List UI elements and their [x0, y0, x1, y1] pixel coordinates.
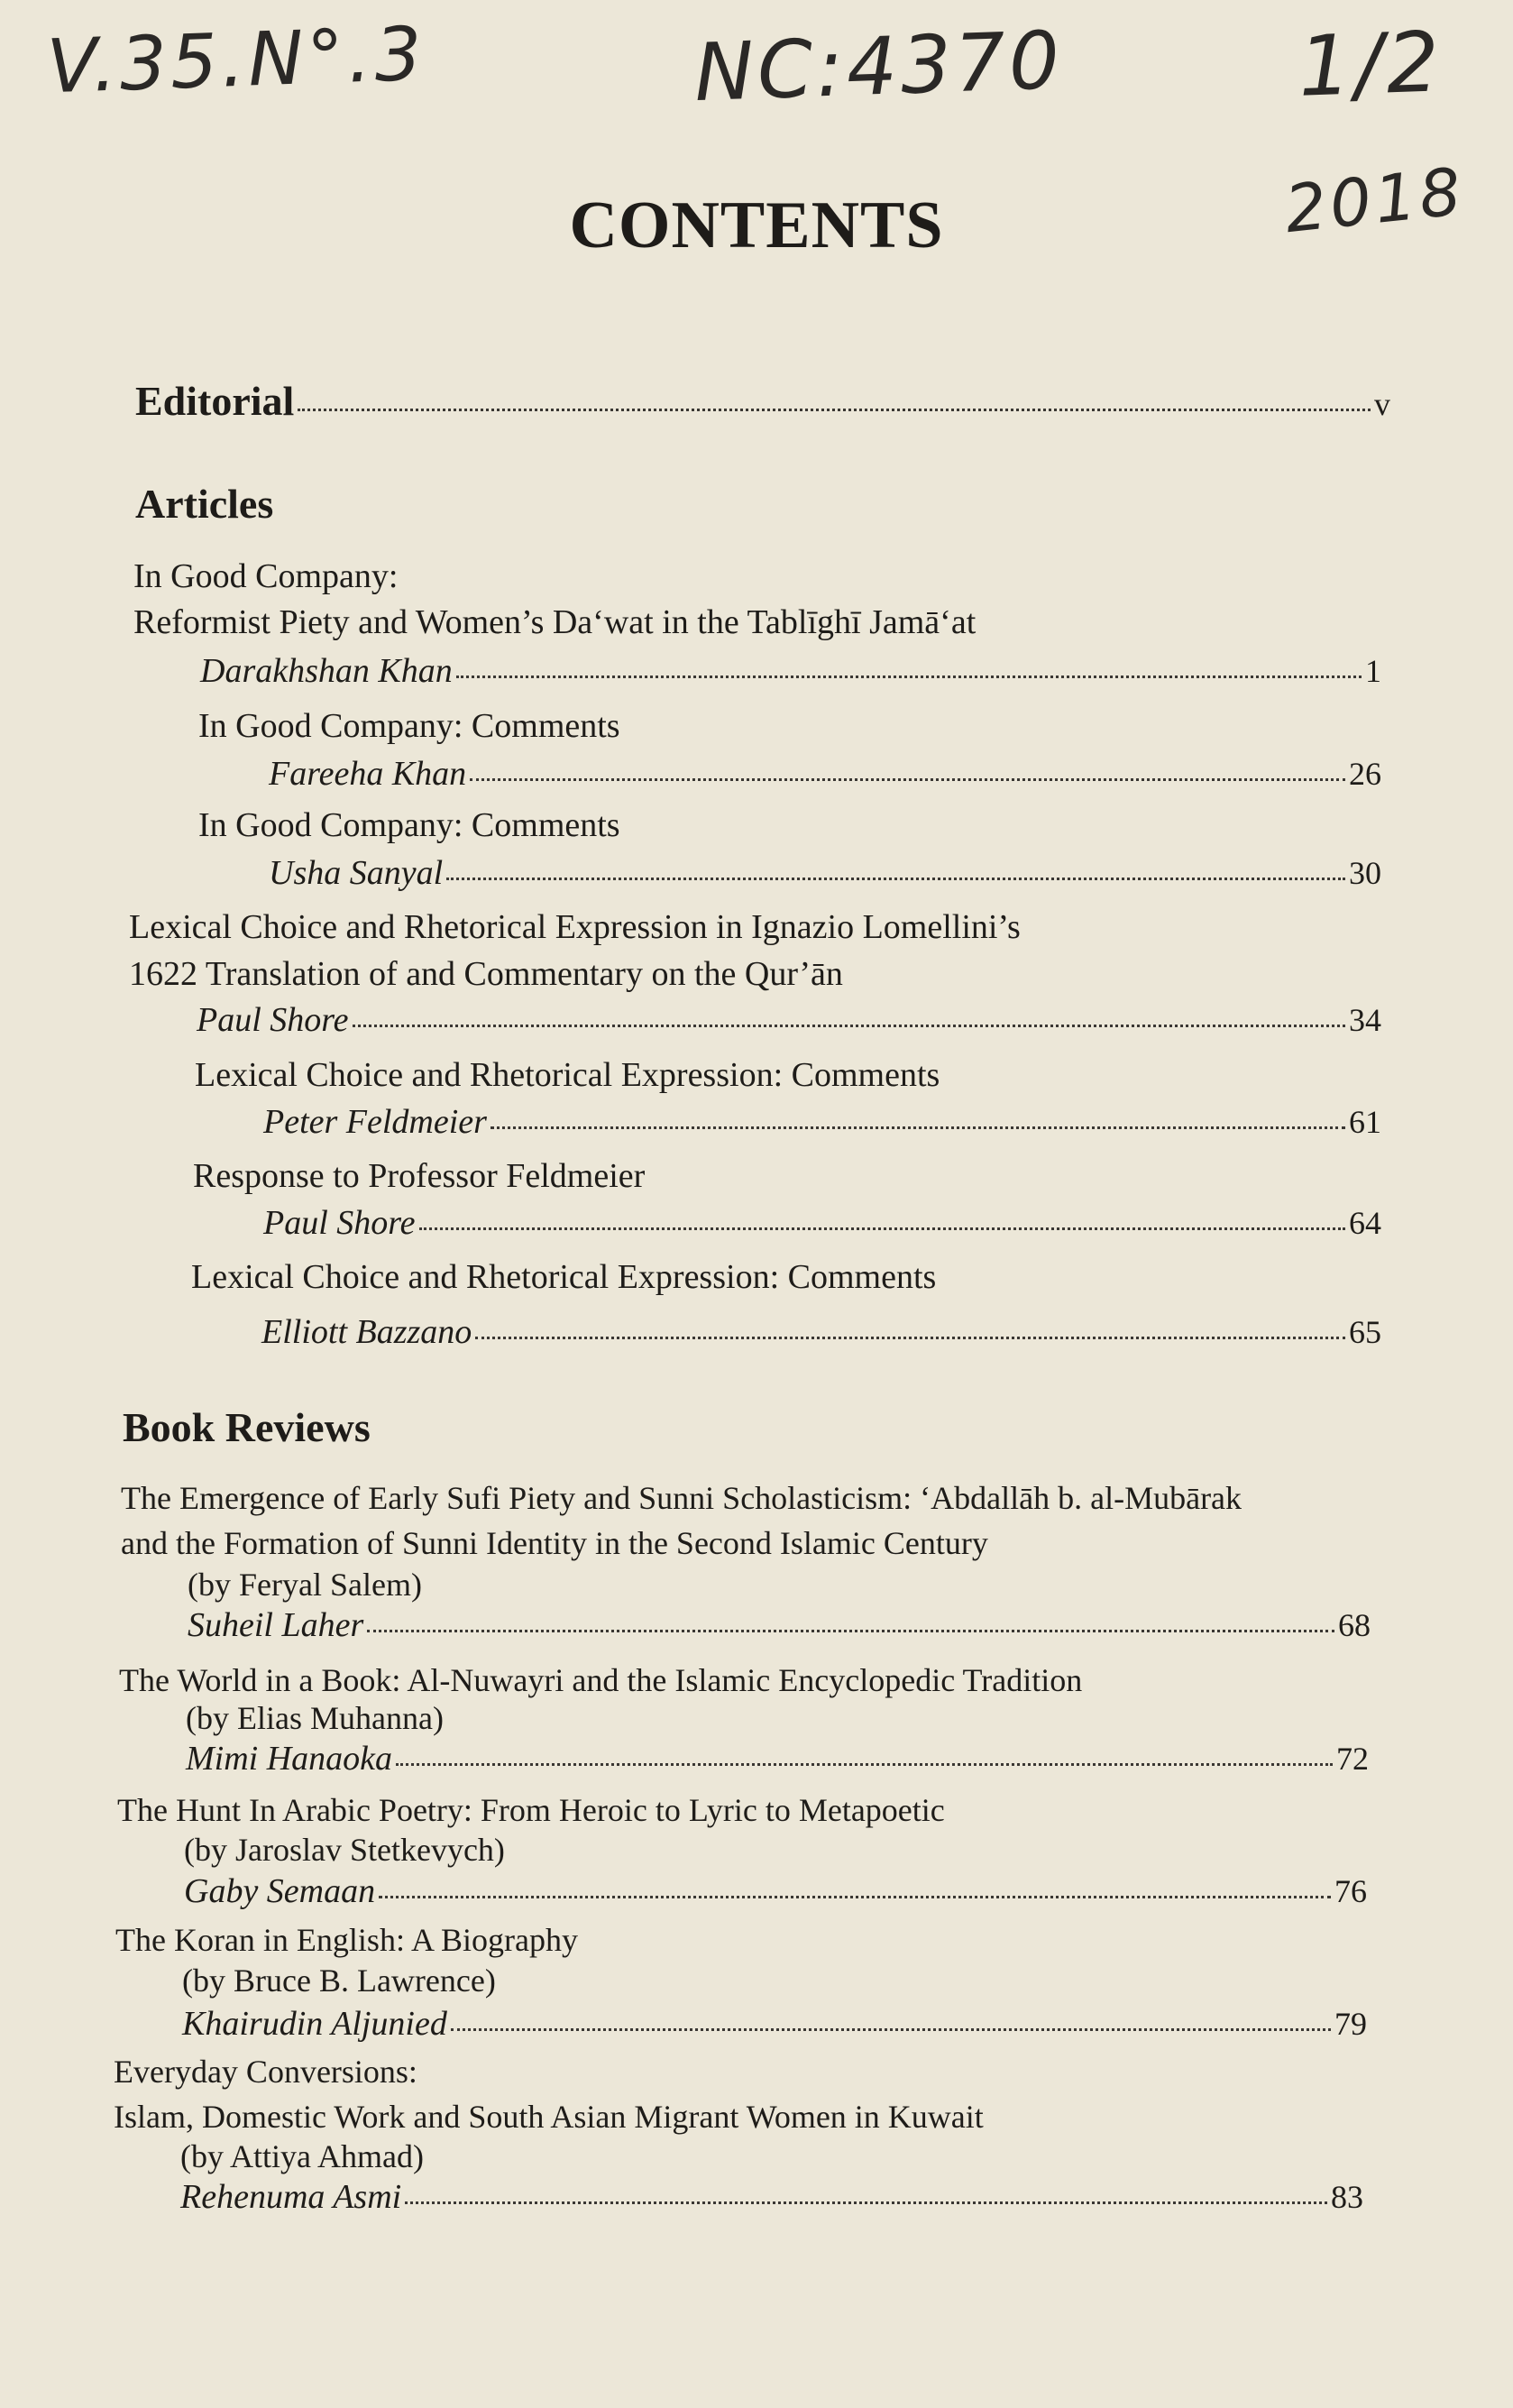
dot-leader — [475, 1337, 1345, 1339]
dot-leader — [470, 778, 1345, 781]
author-name: Peter Feldmeier — [263, 1103, 487, 1141]
comment-title: In Good Company: Comments — [198, 806, 620, 844]
entry-label: Editorial — [135, 378, 295, 424]
toc-entry-editorial[interactable] — [135, 377, 1390, 425]
author-name: Elliott Bazzano — [261, 1313, 472, 1351]
author-name: Paul Shore — [263, 1204, 416, 1242]
dot-leader — [419, 1227, 1345, 1230]
review-title-line: Islam, Domestic Work and South Asian Migrant Women in Kuwait — [114, 2099, 984, 2135]
page-number: 26 — [1349, 756, 1381, 792]
review-title-line: The World in a Book: Al-Nuwayri and the Islamic Encyclopedic Tradition — [119, 1662, 1083, 1698]
reviewed-book-author: (by Bruce B. Lawrence) — [182, 1962, 496, 1999]
page-number: 83 — [1331, 2179, 1363, 2215]
dot-leader — [367, 1630, 1334, 1632]
reviewer-name: Suheil Laher — [188, 1606, 364, 1644]
dot-leader — [451, 2028, 1331, 2031]
toc-entry-good-company[interactable] — [200, 651, 1381, 691]
page-number: 79 — [1334, 2006, 1367, 2042]
review-title-line: The Hunt In Arabic Poetry: From Heroic to Lyric to Metapoetic — [117, 1792, 945, 1828]
review-title-line: Everyday Conversions: — [114, 2054, 417, 2090]
toc-entry-good-company-comments-2[interactable] — [269, 853, 1381, 893]
page-number: 76 — [1334, 1873, 1367, 1909]
reviewer-name: Mimi Hanaoka — [186, 1740, 393, 1778]
page-number: 64 — [1349, 1205, 1381, 1241]
reviewed-book-author: (by Jaroslav Stetkevych) — [184, 1832, 505, 1868]
reviewed-book-author: (by Elias Muhanna) — [186, 1700, 444, 1736]
toc-entry-lexical-comments-1[interactable] — [263, 1102, 1381, 1142]
handwritten-nc-code: NC:4370 — [692, 13, 1065, 120]
review-title-line: The Koran in English: A Biography — [115, 1922, 578, 1958]
toc-entry-review-sufi[interactable] — [188, 1605, 1371, 1645]
dot-leader — [353, 1025, 1345, 1027]
page-number: 65 — [1349, 1314, 1381, 1350]
comment-title: Lexical Choice and Rhetorical Expression: Comments — [195, 1056, 940, 1094]
handwritten-year: 2018 — [1281, 152, 1469, 248]
toc-entry-review-koran[interactable] — [182, 2004, 1367, 2044]
section-heading-book-reviews: Book Reviews — [123, 1404, 371, 1450]
toc-entry-review-everyday[interactable] — [180, 2177, 1363, 2217]
author-name: Paul Shore — [197, 1001, 349, 1039]
dot-leader — [491, 1126, 1345, 1129]
toc-entry-good-company-comments-1[interactable] — [269, 754, 1381, 794]
handwritten-volume-number: V.35.N°.3 — [45, 11, 427, 111]
reviewer-name: Rehenuma Asmi — [180, 2178, 402, 2216]
page-number: 61 — [1349, 1104, 1381, 1140]
response-title: Response to Professor Feldmeier — [193, 1157, 646, 1195]
dot-leader — [379, 1896, 1331, 1898]
toc-entry-review-hunt[interactable] — [184, 1871, 1367, 1911]
comment-title: In Good Company: Comments — [198, 707, 620, 745]
dot-leader — [396, 1763, 1333, 1766]
toc-entry-response-feldmeier[interactable] — [263, 1203, 1381, 1243]
section-heading-articles: Articles — [135, 481, 274, 527]
toc-entry-review-world[interactable] — [186, 1739, 1369, 1778]
page-number: 72 — [1336, 1741, 1369, 1777]
toc-entry-lexical-comments-2[interactable] — [261, 1312, 1381, 1352]
dot-leader — [446, 878, 1345, 880]
review-title-line: The Emergence of Early Sufi Piety and Sunni Scholasticism: ‘Abdallāh b. al-Mubārak — [121, 1480, 1242, 1516]
page-number: 34 — [1349, 1002, 1381, 1038]
comment-title: Lexical Choice and Rhetorical Expression: Comments — [191, 1258, 937, 1296]
dot-leader — [298, 409, 1371, 411]
page-number: v — [1374, 386, 1390, 422]
reviewed-book-author: (by Feryal Salem) — [188, 1567, 422, 1603]
author-name: Usha Sanyal — [269, 854, 444, 892]
dot-leader — [405, 2201, 1327, 2204]
article-title-line: Lexical Choice and Rhetorical Expression in Ignazio Lomellini’s — [129, 908, 1021, 946]
author-name: Darakhshan Khan — [200, 652, 453, 690]
handwritten-fraction: 1/2 — [1297, 14, 1444, 115]
page-number: 1 — [1365, 653, 1381, 689]
reviewer-name: Gaby Semaan — [184, 1872, 376, 1910]
article-title-line: Reformist Piety and Women’s Da‘wat in the Tablīghī Jamā‘at — [133, 603, 977, 641]
author-name: Fareeha Khan — [269, 755, 467, 793]
toc-entry-lexical-choice[interactable] — [197, 1000, 1381, 1040]
article-title-line: 1622 Translation of and Commentary on the Qur’ān — [129, 955, 843, 993]
reviewer-name: Khairudin Aljunied — [182, 2005, 447, 2043]
page-number: 30 — [1349, 855, 1381, 891]
article-title-line: In Good Company: — [133, 557, 399, 595]
page-title: CONTENTS — [569, 188, 944, 262]
reviewed-book-author: (by Attiya Ahmad) — [180, 2138, 424, 2174]
dot-leader — [456, 676, 1362, 678]
page-number: 68 — [1338, 1607, 1371, 1643]
review-title-line: and the Formation of Sunni Identity in the Second Islamic Century — [121, 1525, 988, 1561]
